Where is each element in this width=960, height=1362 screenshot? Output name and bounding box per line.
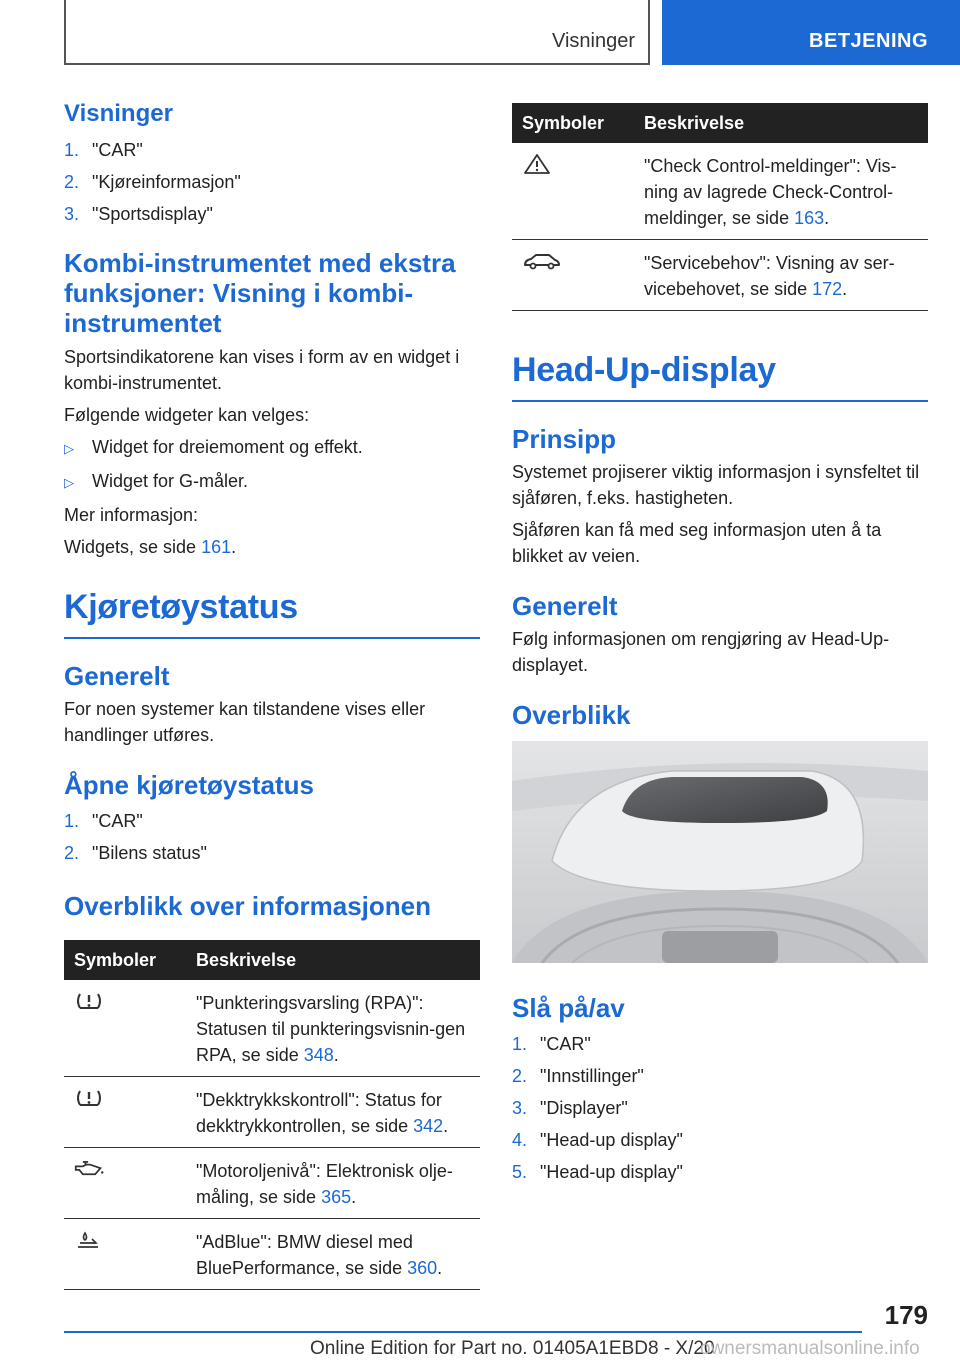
- tire-pressure-warning-icon: [74, 990, 104, 1012]
- page-link[interactable]: 365: [321, 1187, 352, 1207]
- table-row: "AdBlue": BMW diesel med BluePerformance, se side 360.: [64, 1219, 480, 1290]
- table-row: "Punkteringsvarsling (RPA)": Statusen til punkteringsvisnin-gen RPA, se side 348.: [64, 980, 480, 1077]
- oil-can-icon: [74, 1158, 104, 1180]
- footer-watermark: ownersmanualsonline.info: [700, 1338, 920, 1359]
- left-column: [64, 100, 480, 1290]
- visninger-steps: [64, 134, 480, 230]
- table-header-row: [512, 103, 928, 143]
- page-link[interactable]: 172: [812, 279, 843, 299]
- footer-divider: [64, 1331, 862, 1333]
- car-service-icon: [522, 250, 562, 272]
- right-column: [512, 103, 928, 1188]
- triangle-bullet-icon: ▷: [64, 441, 74, 456]
- generelt-paragraph: For noen systemer kan tilstandene vises eller handlinger utføres.: [64, 699, 426, 745]
- hud-illustration-icon: [512, 741, 928, 963]
- prinsipp-paragraph: Systemet projiserer viktig informasjon i synsfeltet til sjåføren, f.eks. hastigheten.: [512, 462, 920, 508]
- list-item: 1. "CAR": [512, 1034, 591, 1054]
- overblikk-heading: Overblikk: [512, 700, 631, 730]
- list-item: 2. "Kjøreinformasjon": [64, 172, 241, 192]
- column-header: Beskrivelse: [192, 940, 480, 980]
- header-section-title: Visninger: [551, 30, 635, 52]
- triangle-bullet-icon: ▷: [64, 475, 74, 490]
- more-info-label: Mer informasjon:: [64, 505, 199, 525]
- page-number: 179: [884, 1300, 928, 1330]
- head-up-display-heading: Head-Up-display: [512, 351, 928, 402]
- list-item: 2. "Innstillinger": [512, 1066, 644, 1086]
- column-header: Symboler: [64, 940, 192, 980]
- generelt-heading: Generelt: [64, 661, 170, 691]
- list-item: 3. "Sportsdisplay": [64, 204, 213, 224]
- page-link[interactable]: 348: [303, 1045, 334, 1065]
- warning-triangle-icon: [522, 153, 552, 175]
- page-link[interactable]: 161: [201, 537, 232, 557]
- table-row: "Check Control-meldinger": Vis-ning av lagrede Check-Control-meldinger, se side 163.: [512, 143, 928, 240]
- list-item: ▷ Widget for G-måler.: [64, 468, 480, 496]
- prinsipp-heading: Prinsipp: [512, 424, 617, 454]
- page-link[interactable]: 342: [413, 1116, 444, 1136]
- generelt-heading-right: Generelt: [512, 591, 618, 621]
- sla-pa-av-steps: [512, 1028, 928, 1188]
- table-row: "Dekktrykkskontroll": Status for dekktrykkontrollen, se side 342.: [64, 1077, 480, 1148]
- list-item: 3. "Displayer": [512, 1098, 628, 1118]
- generelt-paragraph-right: Følg informasjonen om rengjøring av Head-Up-displayet.: [512, 629, 890, 675]
- tire-pressure-monitor-icon: [74, 1087, 104, 1109]
- list-item: 2. "Bilens status": [64, 843, 207, 863]
- table-row: "Servicebehov": Visning av ser-vicebehovet, se side 172.: [512, 240, 928, 311]
- table-header-row: [64, 940, 480, 980]
- widget-list: [64, 434, 480, 496]
- list-item: 1. "CAR": [64, 811, 143, 831]
- adblue-icon: [74, 1229, 104, 1251]
- list-item: 4. "Head-up display": [512, 1130, 683, 1150]
- kombi-heading: Kombi-instrumentet med ekstra funksjoner: Visning i kombi-instrumentet: [64, 248, 456, 338]
- kombi-paragraph: Sportsindikatorene kan vises i form av en widget i kombi-instrumentet.: [64, 347, 460, 393]
- sla-pa-av-heading: Slå på/av: [512, 993, 625, 1023]
- page-link[interactable]: 163: [794, 208, 825, 228]
- list-item: 1. "CAR": [64, 140, 143, 160]
- symbol-table-continued: [512, 103, 928, 311]
- head-up-display-photo: [512, 741, 928, 963]
- visninger-heading: Visninger: [64, 100, 173, 127]
- widgets-reference: Widgets, se side 161.: [64, 537, 237, 557]
- list-item: 5. "Head-up display": [512, 1162, 683, 1182]
- apne-heading: Åpne kjøretøystatus: [64, 770, 314, 800]
- kombi-paragraph-2: Følgende widgeter kan velges:: [64, 405, 310, 425]
- prinsipp-paragraph-2: Sjåføren kan få med seg informasjon uten å ta blikket av veien.: [512, 520, 882, 566]
- symbol-table: [64, 940, 480, 1290]
- overblikk-info-heading: Overblikk over informasjonen: [64, 891, 432, 921]
- table-row: "Motoroljenivå": Elektronisk olje-måling, se side 365.: [64, 1148, 480, 1219]
- list-item: ▷ Widget for dreiemoment og effekt.: [64, 434, 480, 462]
- column-header: Symboler: [512, 103, 640, 143]
- apne-steps: [64, 805, 480, 869]
- column-header: Beskrivelse: [640, 103, 928, 143]
- footer-edition: Online Edition for Part no. 01405A1EBD8 - X/20: [310, 1338, 715, 1359]
- header-chapter-tab: BETJENING: [662, 0, 960, 65]
- page-link[interactable]: 360: [407, 1258, 438, 1278]
- kjoretoystatus-heading: Kjøretøystatus: [64, 588, 480, 639]
